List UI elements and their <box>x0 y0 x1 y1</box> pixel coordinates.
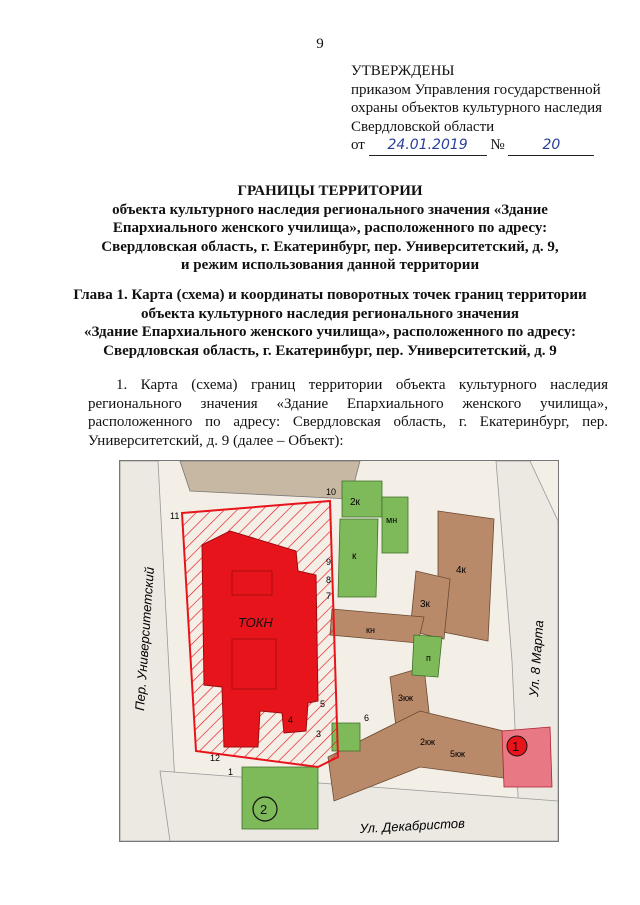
point-label-4: 4 <box>288 715 294 725</box>
label-mn: мн <box>386 515 398 525</box>
label-2kzh: 2кж <box>420 737 435 747</box>
street-label-right: Ул. 8 Марта <box>526 619 547 698</box>
point-label-12: 12 <box>210 753 221 763</box>
label-5kzh: 5кж <box>450 749 465 759</box>
handwritten-date: 24.01.2019 <box>369 136 487 156</box>
chapter-line-2: объекта культурного наследия регионального значения <box>141 305 519 322</box>
label-p: п <box>426 653 431 663</box>
label-k: к <box>352 551 357 562</box>
handwritten-number: 20 <box>508 136 594 156</box>
approval-line-3: Свердловской области <box>351 118 495 135</box>
paragraph-1 <box>88 376 608 450</box>
street-label-left: Пер. Университетский <box>132 566 158 712</box>
point-label-11: 11 <box>170 511 180 521</box>
approval-block <box>351 62 631 156</box>
street-label-bottom: Ул. Декабристов <box>359 815 466 836</box>
map-svg <box>120 461 558 841</box>
chapter-line-3: «Здание Епархиального женского училища», расположенного по адресу: <box>83 324 577 340</box>
green-building-k <box>338 519 378 597</box>
point-label-8: 8 <box>326 575 332 585</box>
chapter-line-4: Свердловская область, г. Екатеринбург, пер. Университетский, д. 9 <box>103 342 557 359</box>
chapter-heading <box>60 286 600 360</box>
building-marker-1 <box>502 727 552 787</box>
green-building-2 <box>242 767 318 829</box>
point-label-7: 7 <box>326 591 332 601</box>
marker-label-1: 1 <box>512 739 520 754</box>
green-building-2k <box>342 481 382 517</box>
boundary-map <box>119 460 559 842</box>
object-label: ТОКН <box>238 615 273 630</box>
approval-date-line <box>351 136 631 156</box>
approval-line-1: приказом Управления государственной <box>351 81 601 98</box>
point-label-6: 6 <box>364 713 370 723</box>
point-label-1: 1 <box>228 767 234 777</box>
approval-heading: УТВЕРЖДЕНЫ <box>351 63 455 79</box>
paragraph-text: 1. Карта (схема) границ территории объекта культурного наследия регионального значения «Здание Епархиального женского училища», расположенного по адресу: Свердловская область, г. Екатеринбург, пер. Университетский, д. 9 (далее – Объект): <box>88 377 608 449</box>
label-2k: 2к <box>350 497 360 508</box>
approval-line-2: охраны объектов культурного наследия <box>351 100 603 116</box>
chapter-line-1: Глава 1. Карта (схема) и координаты поворотных точек границ территории <box>73 287 587 303</box>
page-number: 9 <box>316 36 324 52</box>
label-3kzh: 3кж <box>398 693 413 703</box>
point-label-5: 5 <box>320 699 326 709</box>
title-line-2: объекта культурного наследия регионального значения «Здание <box>112 201 548 218</box>
green-building-mn <box>382 497 408 553</box>
inner-courtyard-1 <box>232 571 272 595</box>
title-line-3: Епархиального женского училища», расположенного по адресу: <box>112 220 548 236</box>
title-line-4: Свердловская область, г. Екатеринбург, пер. Университетский, д. 9, <box>101 238 559 255</box>
building-4k <box>438 511 494 641</box>
marker-label-2: 2 <box>260 802 268 817</box>
point-label-10: 10 <box>326 487 337 497</box>
point-label-9: 9 <box>326 557 332 567</box>
title-line-1: ГРАНИЦЫ ТЕРРИТОРИИ <box>237 183 423 199</box>
point-label-3: 3 <box>316 729 322 739</box>
label-3k: 3к <box>420 599 430 610</box>
title-line-5: и режим использования данной территории <box>180 257 480 273</box>
date-prefix: от <box>351 137 365 153</box>
label-kn: кн <box>366 625 375 635</box>
label-4k: 4к <box>456 565 466 576</box>
inner-courtyard-2 <box>232 639 276 689</box>
document-title <box>60 182 600 275</box>
number-prefix: № <box>490 137 505 153</box>
